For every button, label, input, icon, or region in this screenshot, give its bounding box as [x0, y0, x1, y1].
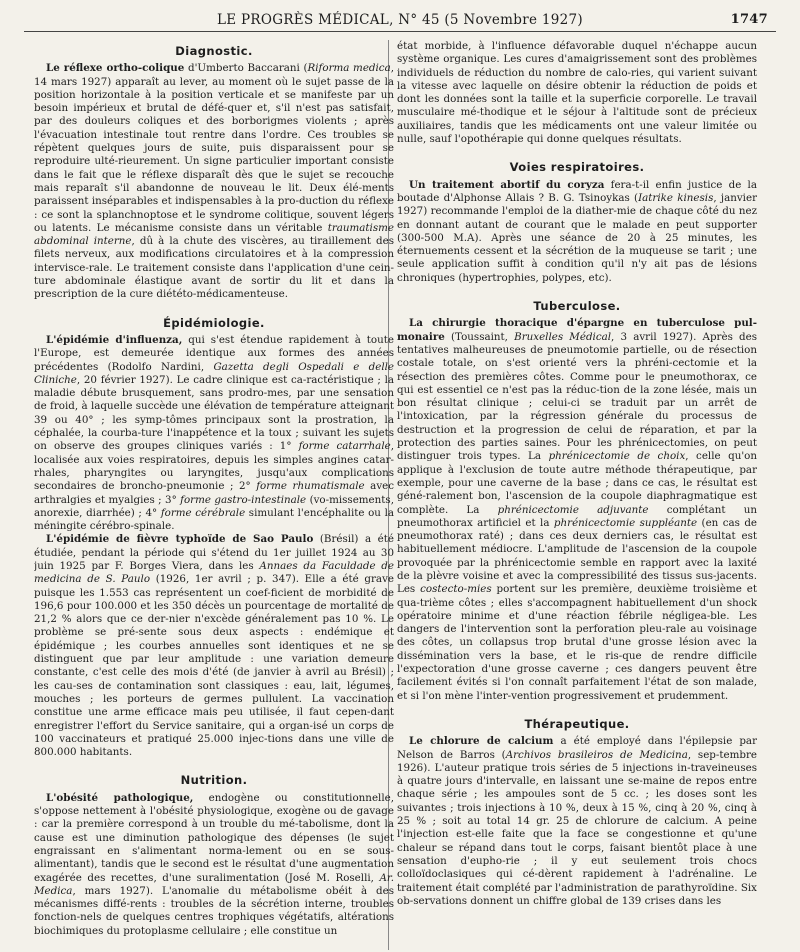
text-run: avec arthralgies et myalgies ; 3° — [34, 480, 394, 506]
section-title-therapeutique: Thérapeutique. — [524, 716, 630, 731]
lead-term: La chirurgie thoracique d'épargne en tuberculose pul-monaire — [397, 317, 757, 343]
source-citation: Iatrike kinesis — [638, 191, 714, 204]
paragraph-chirurgie-thoracique — [397, 317, 757, 703]
section-title-tuberculose: Tuberculose. — [533, 299, 621, 314]
italic-term: phrénicectomie suppléante — [553, 516, 698, 529]
text-run: (en cas de pneumothorax raté) ; dans ces deux derniers cas, le résultat est habituellement médiocre. L'amplitude de l'ascension de la coupole provoquée par la phrénicectomie semble en rapport avec la laxité de la plèvre voisine et avec la compressibilité des tissus sus-jacents. Les — [397, 516, 757, 596]
paragraph-chlorure-calcium — [397, 735, 757, 908]
section-title-nutrition: Nutrition. — [180, 773, 248, 788]
text-run: complétant un pneumothorax artificiel et la — [397, 503, 757, 529]
text-run: endogène ou constitutionnelle, s'oppose nettement à l'obésité physiologique, exogène ou de gavage : car la première correspond à un trouble du mé-tabolisme, dont la cause est une diminution pathologique des dépenses (le sujet engraissant en s'alimentant norma-lement ou en se sous-alimentant), tandis que le second est le résultat d'une augmentation exagérée des recettes, d'une suralimentation (José M. Roselli, — [34, 791, 394, 884]
paragraph-ortho-colique — [34, 62, 394, 301]
lead-term: L'épidémie de fièvre typhoïde de Sao Paulo — [46, 533, 314, 546]
text-run: , janvier 1927) recommande l'emploi de la diather-mie de chaque côté du nez en donnant autant de courant que le malade en peut supporter (300-500 M.A). Après une séance de 20 à 25 minutes, les éternuements cessent et la sécrétion de la muqueuse se tarit ; une seule application suffit à condition qu'il n'y ait pas de lésions chroniques (hypertrophies, polypes, etc). — [397, 191, 757, 284]
text-run: qui s'est étendue rapidement à toute l'Europe, est demeurée identique aux formes des années précédentes (Rodolfo Nardini, — [34, 333, 394, 373]
text-run: , 14 mars 1927) apparaît au lever, au moment où le sujet passe de la position horizontale à la position verticale et se manifeste par un besoin impérieux et brutal de défé-quer et, s'il n'est pas satisfait, par des douleurs coliques et des borborigmes violents ; après l'évacuation intestinale tout rentre dans l'ordre. Ces troubles se répètent quelques jours de suite, puis disparaissent pour se reproduire ulté-rieurement. Un signe particulier important consiste dans le fait que le réflexe disparaît dès que le sujet se recouche mais reparaît s'il abandonne de nouveau le lit. Deux élé-ments paraissent inséparables et indispensables à la pro-duction du réflexe : ce sont la splanchnoptose et le syndrome colitique, souvent légers ou latents. Le mécanisme consiste dans un véritable — [34, 62, 394, 234]
paragraph-influenza — [34, 334, 394, 533]
paragraph-typhoide — [34, 533, 394, 759]
running-title: LE PROGRÈS MÉDICAL, N° 45 (5 Novembre 1927) — [217, 12, 583, 28]
text-run: , 3 avril 1927). Après des tentatives malheureuses de pneumotomie partielle, ou de résection costale totale, on s'est orienté vers la phréni-cectomie et la résection des premières côtes. Comme pour le pneumothorax, ce qui est essentiel ce n'est pas la réduc-tion de la zone lésée, mais un bon résultat clinique ; celui-ci se traduit par un arrêt de l'intoxication, par la régression générale du processus de destruction et la progression de celui de réparation, et par la protection des parties saines. Pour les phrénicectomies, on peut distinguer trois types. La — [397, 330, 757, 463]
text-run: , dû à la chute des viscères, au tiraillement des filets nerveux, aux modifications circulatoires et à la compression intervisce-rale. Le traitement consiste dans l'application d'une cein-ture abdominale élastique avant de sortir du lit et dans la prescription de la cure diététo-médicamenteuse. — [34, 235, 394, 301]
lead-term: Le réflexe ortho-colique — [46, 62, 185, 75]
section-title-voies-respiratoires: Voies respiratoires. — [509, 160, 645, 175]
text-run: (Brésil) a été étudiée, pendant la période qui s'étend du 1er juillet 1924 au 30 juin 1925 par F. Borges Viera, dans les — [34, 533, 394, 572]
lead-term: Un traitement abortif du coryza — [409, 178, 605, 191]
text-run: , sep-tembre 1926). L'auteur pratique trois séries de 5 injections in-traveineuses à quatre jours d'intervalle, en laissant une se-maine de repos entre chaque série ; les ampoules sont de 5 cc. ; les doses sont les suivantes ; trois injections à 10 %, deux à 15 %, cinq à 20 %, cinq à 25 % ; soit au total 14 gr. 25 de chlorure de calcium. A peine l'injection est-elle faite que la face se congestionne et qu'une chaleur se répand dans tout le corps, faisant bientôt place à une sensation d'eupho-rie ; il y eut seulement trois chocs colloïdoclasiques qui cé-dèrent rapidement à l'adrénaline. Le traitement était complété par l'administration de parathyroïdine. Six ob-servations donnent un chiffre global de 139 crises dans les — [397, 748, 757, 907]
italic-term: forme gastro-intestinale — [180, 493, 307, 506]
lead-term: Le chlorure de calcium — [409, 735, 554, 748]
italic-term: forme catarrhale — [298, 440, 391, 453]
left-column — [34, 40, 394, 950]
text-run: d'Umberto Baccarani ( — [184, 62, 308, 75]
text-run: a été employé dans l'épilepsie par Nelson de Barros ( — [397, 735, 757, 761]
section-title-diagnostic: Diagnostic. — [175, 44, 253, 58]
text-run: , 20 février 1927). Le cadre clinique est ca-ractéristique ; la maladie débute brusquement, sans prodro-mes, par une sensation de froid, à laquelle succède une élévation de température atteignant 39 ou 40° ; les symp-tômes principaux sont la prostration, la céphalée, la courba-ture l'inappétence et la toux ; suivant les sujets on observe des groupes cliniques variés : 1° — [34, 373, 394, 453]
right-column — [397, 40, 757, 950]
text-run: portent sur les première, deuxième troisième et qua-trième côtes ; elles s'accompagnent habituellement d'un shock opératoire minime et d'une réaction fébrile négligea-ble. Les dangers de l'intervention sont la perforation pleu-rale au voisinage des côtes, un collapsus trop brutal d'une grosse lésion avec la dissémination vers la base, et le ris-que de rendre difficile l'expectoration d'une grosse caverne ; ces dangers peuvent être facilement évités si l'on connaît parfaitement l'état de son malade, et si l'on mène l'inter-vention progressivement et prudemment. — [397, 583, 757, 702]
source-citation: Annaes da Faculdade de medicina de S. Paulo — [34, 559, 394, 586]
page-header — [24, 12, 776, 32]
italic-term: forme rhumatismale — [256, 480, 365, 493]
source-citation: Archivos brasileiros de Medicina — [505, 748, 688, 761]
italic-term: forme cérébrale — [160, 506, 246, 519]
text-run: (Toussaint, — [444, 330, 515, 343]
paragraph-coryza — [397, 179, 757, 285]
text-run: , localisée aux voies respiratoires, depuis les simples angines catar-rhales, pharyngites ou laryngites, jusqu'aux complications secondaires de broncho-pneumonie ; 2° — [34, 440, 394, 493]
text-run: (vo-missements, anorexie, diarrhée) ; 4° — [34, 493, 394, 519]
paragraph-obesite — [34, 792, 394, 938]
source-citation: Riforma medica — [307, 62, 391, 75]
text-run: (1926, 1er avril ; p. 347). Elle a été grave puisque les 1.553 cas représentent un coef-ficient de morbidité de 196,6 pour 100.000 et les 350 décès un pourcentage de mortalité de 21,2 % alors que ce der-nier n'excède généralement pas 10 %. Le problème se pré-sente sous deux aspects : endémique et épidémique ; les courbes annuelles sont identiques et ne se distinguent que par leur amplitude : une variation demeure constante, c'est celle des mois d'été (de janvier à avril au Brésil) ; les cau-ses de contamination sont classiques : eau, lait, légumes, mouches ; les porteurs de germes pullulent. La vaccination constitue une arme efficace mais peu utilisée, il faut cepen-dant enregistrer l'effort du Service sanitaire, qui a organ-isé un corps de 100 vaccinateurs et pratiqué 25.000 injec-tions dans une ville de 800.000 habitants. — [34, 573, 394, 759]
text-run: , mars 1927). L'anomalie du métabolisme obéit à des mécanismes diffé-rents : troubles de la sécrétion interne, troubles fonction-nels de quelques centres trophiques végétatifs, altérations biochimiques du protoplasme cellulaire ; elle constitue un — [34, 884, 394, 937]
italic-term: costecto-mies — [420, 583, 492, 596]
italic-term: phrénicectomie de choix — [548, 450, 686, 463]
text-run: simulant l'encéphalite ou la méningite cérébro-spinale. — [34, 506, 394, 533]
paragraph-continuation: état morbide, à l'influence défavorable duquel n'échappe aucun système organique. Les cures d'amaigrissement sont des problèmes individuels de réduction du nombre de calo-ries, qui varient suivant la vitesse avec laquelle on désire obtenir la réduction de poids et dont les données sont la taille et la superficie corporelle. Le travail musculaire mé-thodique et le séjour à l'altitude sont de précieux auxiliaires, tandis que les médicaments ont une valeur limitée ou nulle, sauf l'opothérapie qui donne quelques résultats. — [397, 40, 757, 146]
text-run: fera-t-il enfin justice de la boutade d'Alphonse Allais ? B. G. Tsinoykas ( — [397, 178, 757, 204]
italic-term: phrénicectomie adjuvante — [497, 503, 649, 516]
lead-term: L'obésité pathologique, — [46, 791, 194, 804]
italic-term: traumatisme abdominal interne — [34, 221, 394, 248]
source-citation: Bruxelles Médical — [514, 330, 612, 343]
source-citation: Ar. Medica — [34, 871, 394, 897]
source-citation: Gazetta degli Ospedali e delle Cliniche — [34, 360, 394, 386]
lead-term: L'épidémie d'influenza, — [46, 333, 183, 346]
page-number: 1747 — [730, 12, 768, 27]
header-rule — [24, 31, 776, 32]
text-run: , celle qu'on applique à l'exclusion de toute autre méthode thérapeutique, par exemple, pour une caverne de la base ; dans ce cas, le résultat est géné-ralement bon, l'ascension de la coupole diaphragmatique est complète. La — [397, 450, 757, 516]
section-title-epidemiologie: Épidémiologie. — [163, 315, 265, 330]
